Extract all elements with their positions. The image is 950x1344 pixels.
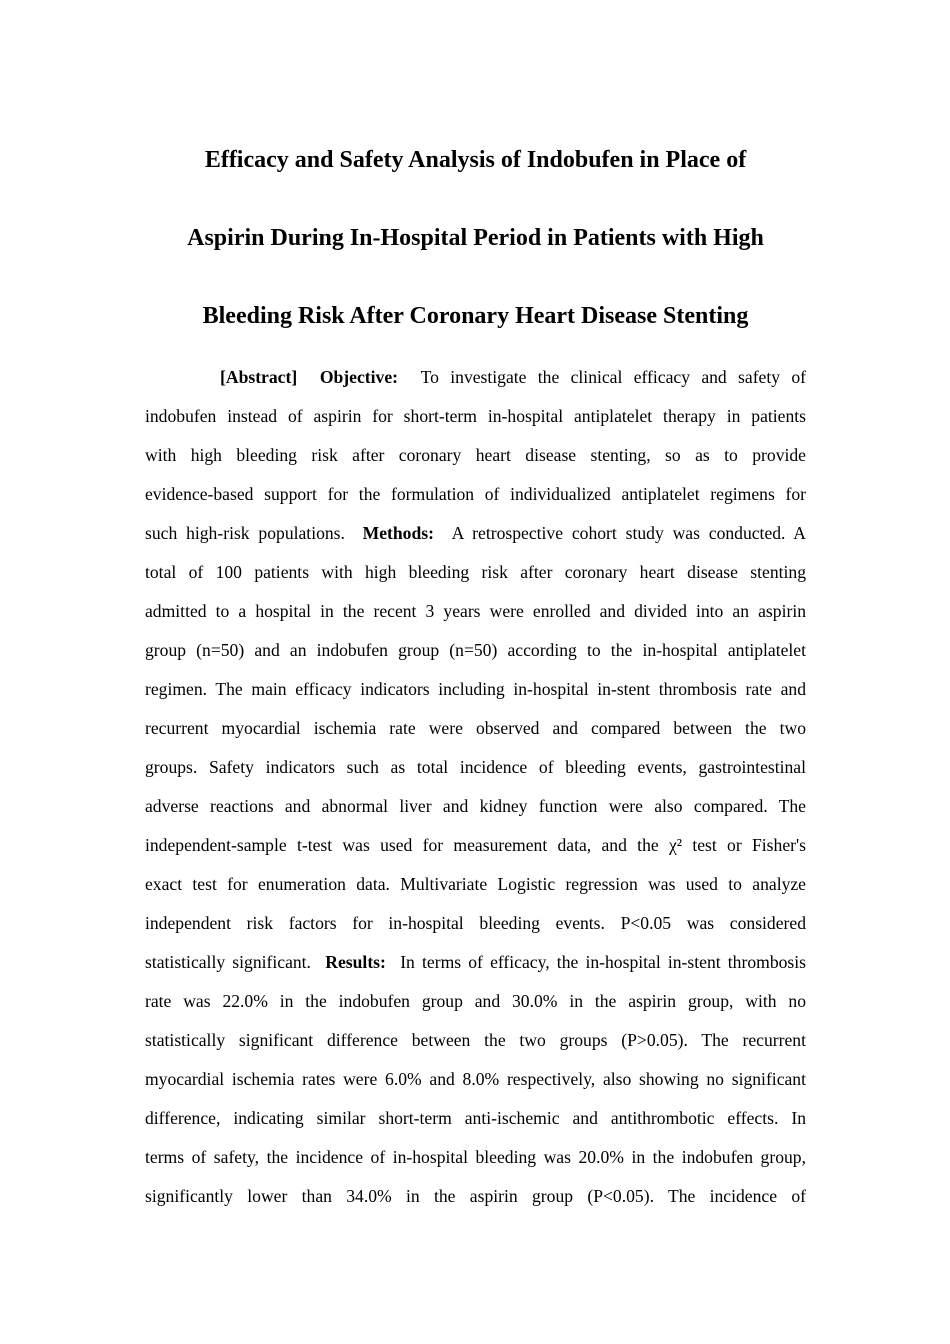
abstract-text: A retrospective cohort study was conducted. A <box>451 523 807 543</box>
abstract-line: groups. Safety indicators such as total incidence of bleeding events, gastrointestinal <box>145 757 806 777</box>
abstract-line: admitted to a hospital in the recent 3 years were enrolled and divided into an aspirin <box>145 601 806 621</box>
abstract-line: indobufen instead of aspirin for short-term in-hospital antiplatelet therapy in patients <box>145 406 806 426</box>
abstract-body <box>145 358 806 1216</box>
abstract-line: exact test for enumeration data. Multivariate Logistic regression was used to analyze <box>145 874 806 894</box>
abstract-line: evidence-based support for the formulation of individualized antiplatelet regimens for <box>145 484 806 504</box>
abstract-line: independent-sample t-test was used for measurement data, and the χ² test or Fisher's <box>145 835 806 855</box>
abstract-line: rate was 22.0% in the indobufen group and 30.0% in the aspirin group, with no <box>145 991 806 1011</box>
abstract-line <box>145 943 806 982</box>
title-line: Bleeding Risk After Coronary Heart Disease Stenting <box>202 303 749 329</box>
abstract-label: [Abstract] <box>220 367 298 387</box>
objective-label: Objective: <box>319 367 398 387</box>
abstract-line: independent risk factors for in-hospital bleeding events. P<0.05 was considered <box>145 913 806 933</box>
abstract-line: difference, indicating similar short-term anti-ischemic and antithrombotic effects. In <box>145 1108 806 1128</box>
abstract-line: regimen. The main efficacy indicators including in-hospital in-stent thrombosis rate and <box>145 679 806 699</box>
abstract-line: group (n=50) and an indobufen group (n=50) according to the in-hospital antiplatelet <box>145 640 806 660</box>
abstract-line: statistically significant difference between the two groups (P>0.05). The recurrent <box>145 1030 806 1050</box>
abstract-line: recurrent myocardial ischemia rate were observed and compared between the two <box>145 718 806 738</box>
results-label: Results: <box>325 952 386 972</box>
abstract-line <box>145 514 806 553</box>
title-line: Efficacy and Safety Analysis of Indobufen in Place of <box>204 147 747 173</box>
paper-title <box>145 121 806 355</box>
abstract-line: terms of safety, the incidence of in-hospital bleeding was 20.0% in the indobufen group, <box>145 1147 806 1167</box>
abstract-line <box>145 358 806 397</box>
abstract-text: statistically significant. <box>145 952 311 972</box>
abstract-line: myocardial ischemia rates were 6.0% and 8.0% respectively, also showing no significant <box>145 1069 806 1089</box>
abstract-line: significantly lower than 34.0% in the aspirin group (P<0.05). The incidence of <box>145 1186 806 1206</box>
title-line: Aspirin During In-Hospital Period in Patients with High <box>187 225 764 251</box>
abstract-line: with high bleeding risk after coronary heart disease stenting, so as to provide <box>145 445 806 465</box>
abstract-line: total of 100 patients with high bleeding risk after coronary heart disease stenting <box>145 562 806 582</box>
abstract-line: adverse reactions and abnormal liver and kidney function were also compared. The <box>145 796 806 816</box>
abstract-text: In terms of efficacy, the in-hospital in-stent thrombosis <box>400 952 806 972</box>
methods-label: Methods: <box>362 523 434 543</box>
abstract-text: To investigate the clinical efficacy and safety of <box>420 367 807 387</box>
abstract-text: such high-risk populations. <box>145 523 345 543</box>
